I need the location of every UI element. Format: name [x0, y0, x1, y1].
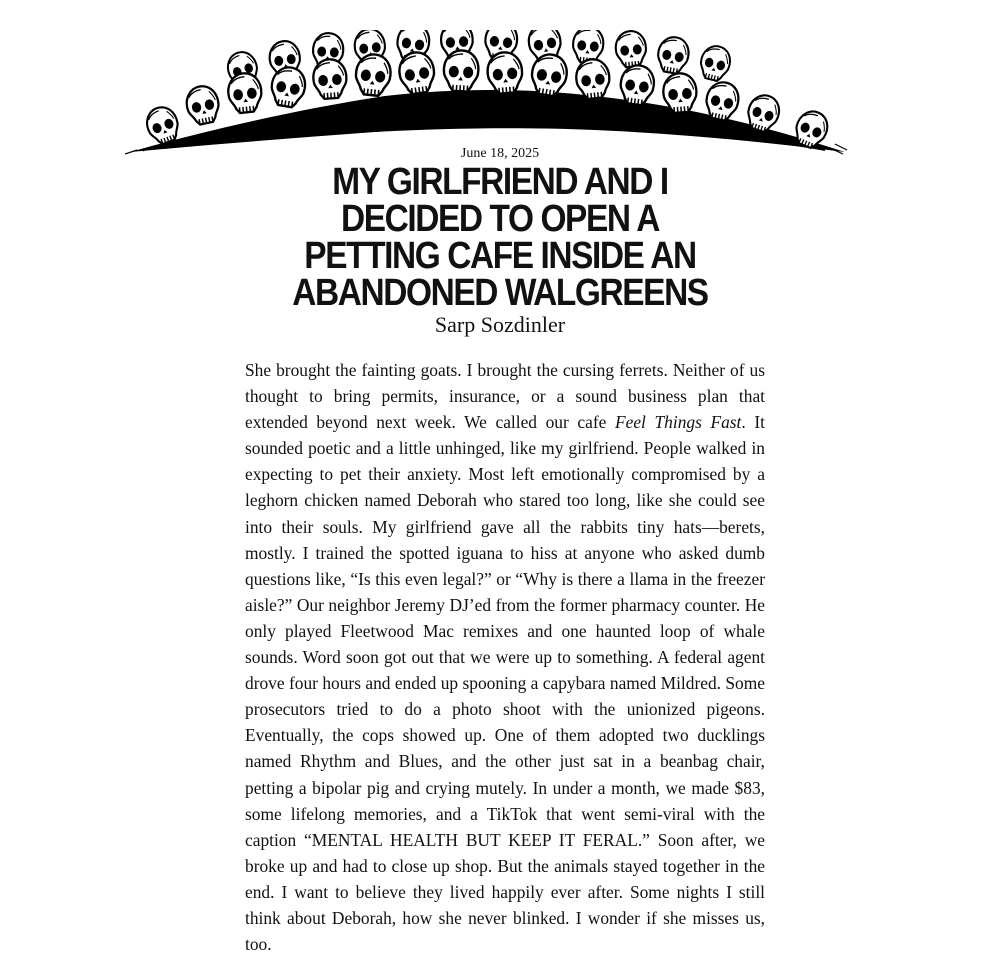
skull-pile-icon — [125, 30, 850, 160]
story-body — [245, 357, 765, 957]
story-paragraph — [245, 357, 765, 957]
story-title: MY GIRLFRIEND AND I DECIDED TO OPEN A PETTING CAFE INSIDE AN ABANDONED WALGREENS — [292, 161, 708, 314]
story-header — [0, 146, 1000, 338]
cafe-name: Feel Things Fast — [614, 412, 742, 433]
story-text-part1: She brought the fainting goats. I brought the cursing ferrets. Neither of us thought to bring permits, insurance, or a sound business plan that extended beyond next week. We called our cafe — [245, 360, 765, 433]
author-name: Sarp Sozdinler — [434, 312, 566, 337]
story-text-part2: . It sounded poetic and a little unhinged, like my girlfriend. People walked in expecting to pet their anxiety. Most left emotionally compromised by a leghorn chicken named Deborah who stared too long, like she could see into their souls. My girlfriend gave all the rabbits tiny hats—berets, mostly. I trained the spotted iguana to hiss at anyone who asked dumb questions like, “Is this even legal?” or “Why is there a llama in the freezer aisle?” Our neighbor Jeremy DJ’ed from the former pharmacy counter. He only played Fleetwood Mac remixes and one haunted loop of whale sounds. Word soon got out that we were up to something. A federal agent drove four hours and ended up spooning a capybara named Mildred. Some prosecutors tried to do a photo shoot with the unionized pigeons. Eventually, the cops showed up. One of them adopted two ducklings named Rhythm and Blues, and the other just sat in a beanbag chair, petting a bipolar pig and crying mutely. In under a month, we made $83, some lifelong memories, and a TikTok that went semi-viral with the caption “MENTAL HEALTH BUT KEEP IT FERAL.” Soon after, we broke up and had to close up shop. But the animals stayed together in the end. I want to believe they lived happily ever after. Some nights I still think about Deborah, how she never blinked. I wonder if she misses us, too. — [245, 412, 765, 955]
publish-date: June 18, 2025 — [460, 146, 540, 161]
